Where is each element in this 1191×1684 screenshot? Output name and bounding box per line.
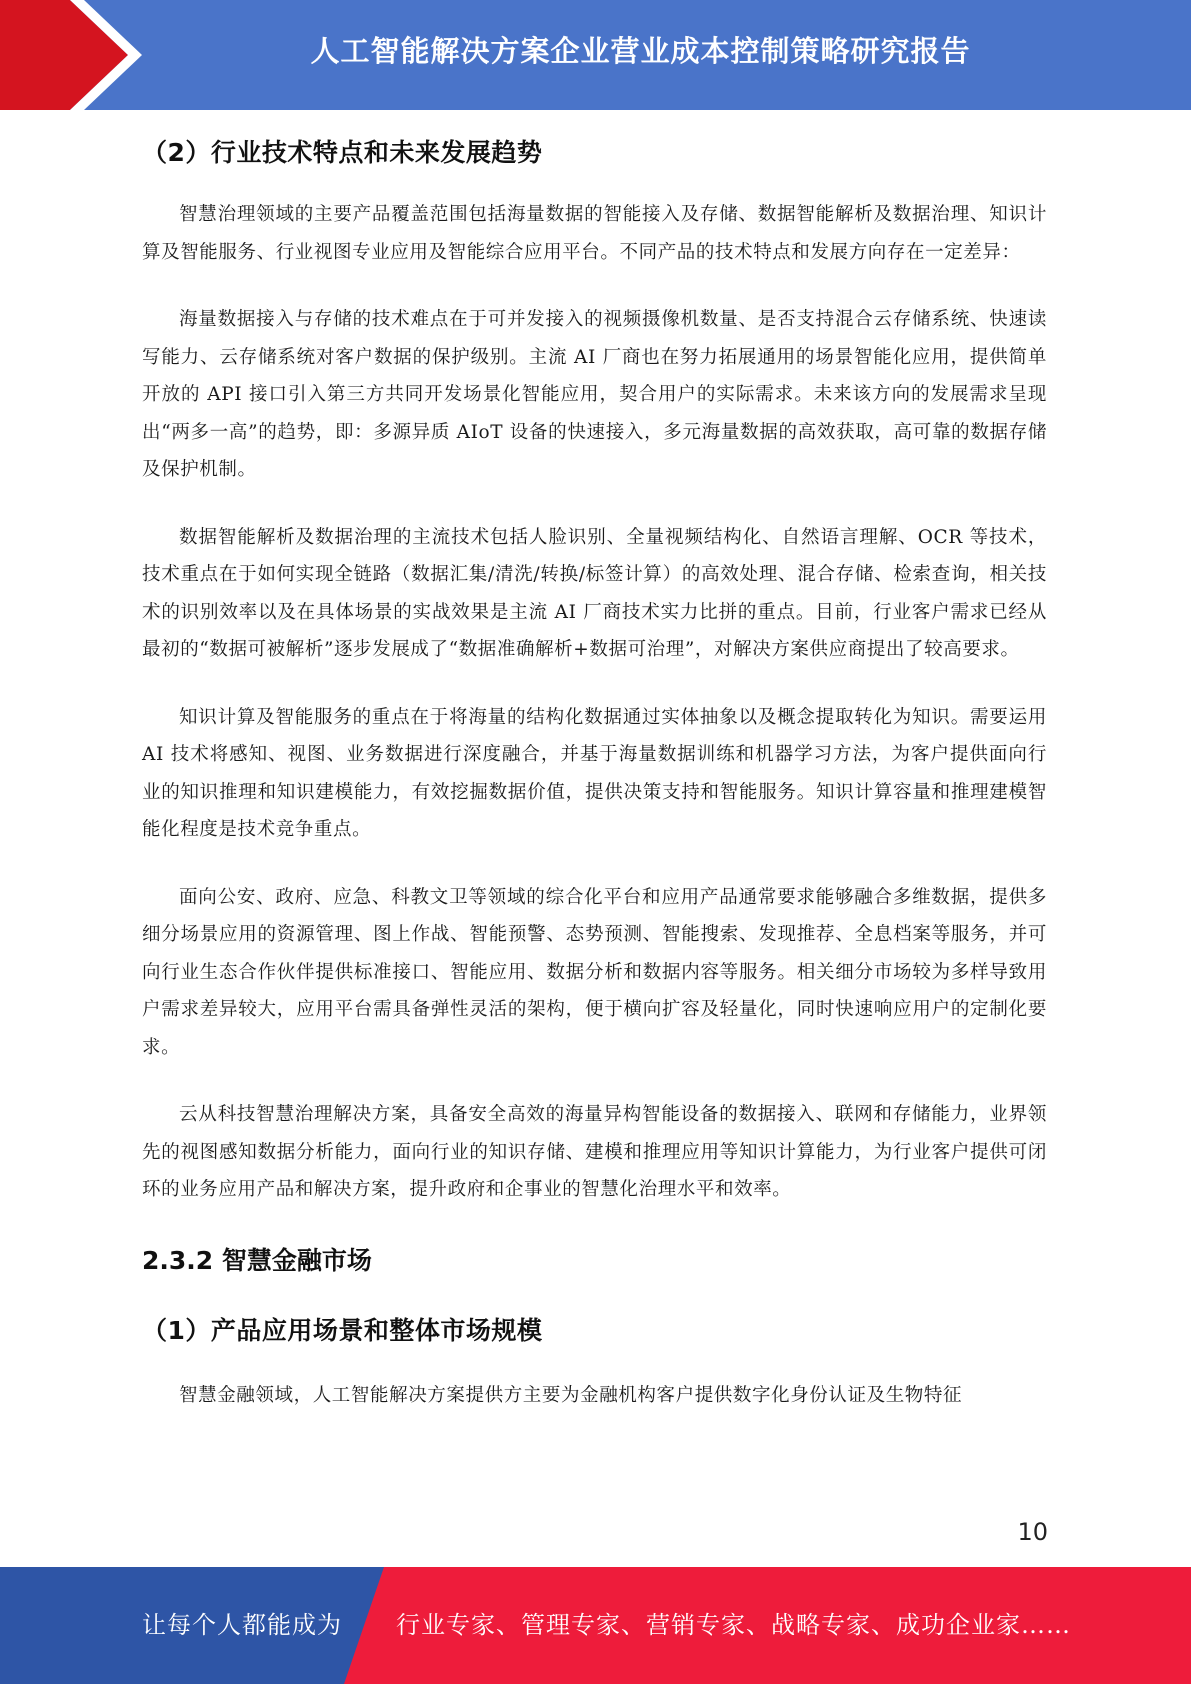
paragraph-finance-intro: 智慧金融领域，人工智能解决方案提供方主要为金融机构客户提供数字化身份认证及生物特征 (179, 1384, 963, 1406)
paragraph-integrated-platform: 面向公安、政府、应急、科教文卫等领域的综合化平台和应用产品通常要求能够融合多维数据，提供多细分场景应用的资源管理、图上作战、智能预警、态势预测、智能搜索、发现推荐、全息档案等服务，并可向行业生态合作伙伴提供标准接口、智能应用、数据分析和数据内容等服务。相关细分市场较为多样导致用户需求差异较大，应用平台需具备弹性灵活的架构，便于横向扩容及轻量化，同时快速响应用户的定制化要求。 (142, 886, 1047, 1058)
section-heading-smart-finance: 2.3.2 智慧金融市场 (142, 1245, 372, 1275)
subheading-tech-trends: （2）行业技术特点和未来发展趋势 (142, 138, 543, 167)
paragraph-data-access-storage: 海量数据接入与存储的技术难点在于可并发接入的视频摄像机数量、是否支持混合云存储系统、快速读写能力、云存储系统对客户数据的保护级别。主流 AI 厂商也在努力拓展通用的场景智能化应用，提供简单开放的 API 接口引入第三方共同开发场景化智能应用，契合用户的实际需求。未来该方向的发展需求呈现出“两多一高”的趋势，即：多源异质 AIoT 设备的快速接入，多元海量数据的高效获取，高可靠的数据存储及保护机制。 (142, 309, 1047, 480)
paragraph-data-parsing-governance: 数据智能解析及数据治理的主流技术包括人脸识别、全量视频结构化、自然语言理解、OCR 等技术，技术重点在于如何实现全链路（数据汇集/清洗/转换/标签计算）的高效处理、混合存储、检索查询，相关技术的识别效率以及在具体场景的实战效果是主流 AI 厂商技术实力比拼的重点。目前，行业客户需求已经从最初的“数据可被解析”逐步发展成了“数据准确解析+数据可治理”，对解决方案供应商提出了较高要求。 (142, 526, 1047, 660)
report-title: 人工智能解决方案企业营业成本控制策略研究报告 (310, 34, 971, 68)
page-number: 10 (1017, 1518, 1048, 1546)
header-arrow-decoration (0, 0, 160, 110)
paragraph-cloudwalk-solution: 云从科技智慧治理解决方案，具备安全高效的海量异构智能设备的数据接入、联网和存储能力，业界领先的视图感知数据分析能力，面向行业的知识存储、建模和推理应用等知识计算能力，为行业客户提供可闭环的业务应用产品和解决方案，提升政府和企事业的智慧化治理水平和效率。 (142, 1104, 1047, 1200)
paragraph-knowledge-computing: 知识计算及智能服务的重点在于将海量的结构化数据通过实体抽象以及概念提取转化为知识。需要运用 AI 技术将感知、视图、业务数据进行深度融合，并基于海量数据训练和机器学习方法，为客户提供面向行业的知识推理和知识建模能力，有效挖掘数据价值，提供决策支持和智能服务。知识计算容量和推理建模智能化程度是技术竞争重点。 (142, 706, 1047, 840)
footer-slogan-left: 让每个人都能成为 (142, 1611, 342, 1639)
footer-slogan-right: 行业专家、管理专家、营销专家、战略专家、成功企业家…… (396, 1611, 1071, 1639)
page-header (0, 0, 1191, 110)
page-content (142, 110, 1047, 1414)
subheading-finance-market: （1）产品应用场景和整体市场规模 (142, 1315, 543, 1345)
page-footer (0, 1567, 1191, 1684)
paragraph-product-overview: 智慧治理领域的主要产品覆盖范围包括海量数据的智能接入及存储、数据智能解析及数据治理、知识计算及智能服务、行业视图专业应用及智能综合应用平台。不同产品的技术特点和发展方向存在一定差异： (142, 204, 1047, 263)
